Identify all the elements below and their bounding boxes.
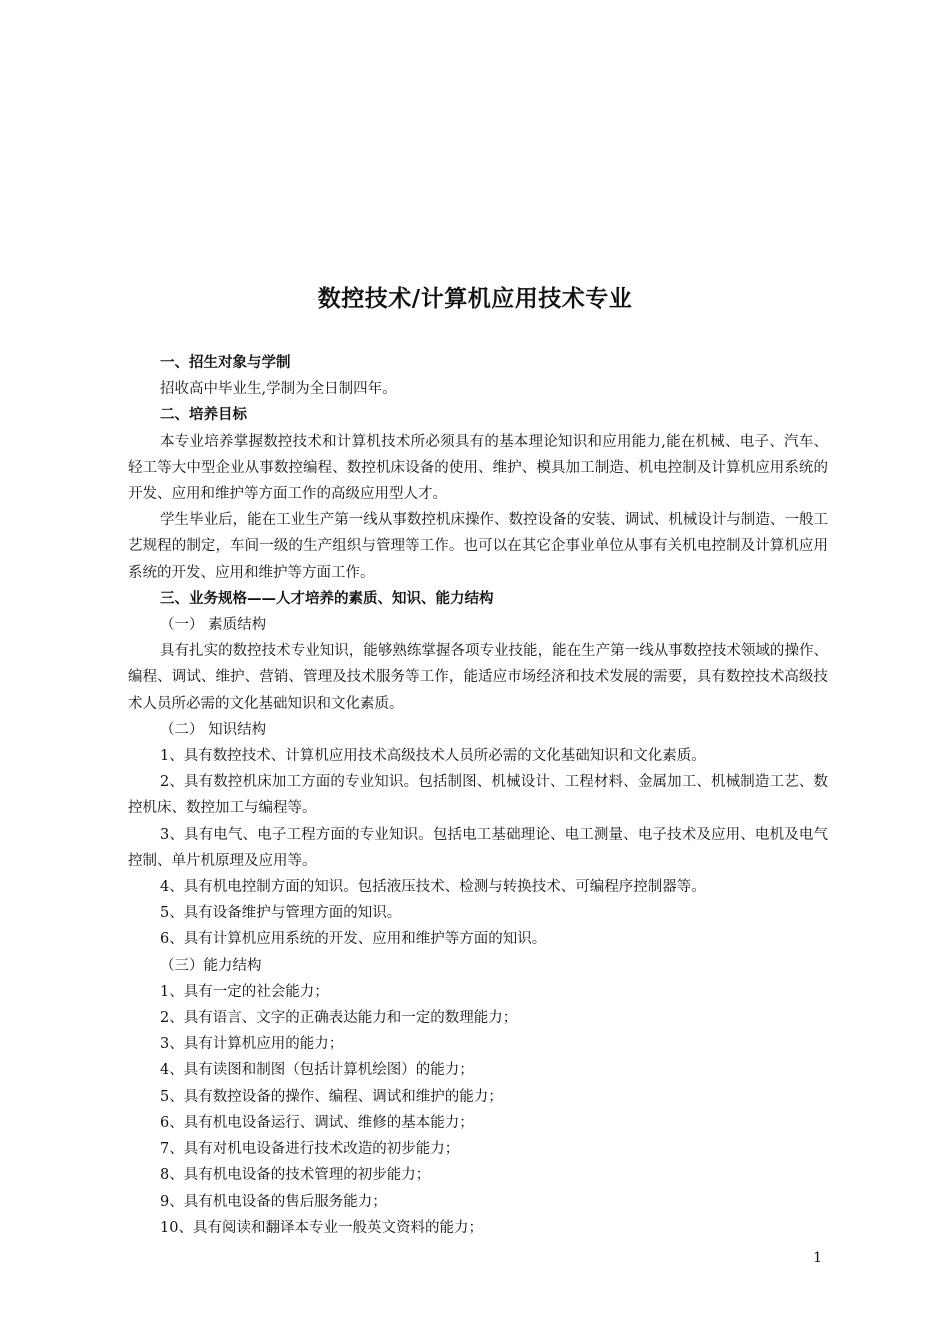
ability-item: 5、具有数控设备的操作、编程、调试和维护的能力； <box>160 1088 503 1105</box>
knowledge-item: 6、具有计算机应用系统的开发、应用和维护等方面的知识。 <box>160 931 547 948</box>
ability-item: 8、具有机电设备的技术管理的初步能力； <box>160 1167 431 1184</box>
goals-paragraph-2: 学生毕业后，能在工业生产第一线从事数控机床操作、数控设备的安装、调试、机械设计与制造、一般工艺规程的制定，车间一级的生产组织与管理等工作。也可以在其它企事业单位从事有关机电控制及计算机应用系统的开发、应用和维护等方面工作。 <box>128 512 828 581</box>
quality-heading: （一） 素质结构 <box>160 617 267 634</box>
quality-paragraph: 具有扎实的数控技术专业知识，能够熟练掌握各项专业技能，能在生产第一线从事数控技术领域的操作、编程、调试、维护、营销、管理及技术服务等工作，能适应市场经济和技术发展的需要，具有数控技术高级技术人员所必需的文化基础知识和文化素质。 <box>128 643 828 712</box>
enrollment-text: 招收高中毕业生,学制为全日制四年。 <box>160 381 397 398</box>
knowledge-item: 1、具有数控技术、计算机应用技术高级技术人员所必需的文化基础知识和文化素质。 <box>160 748 706 765</box>
knowledge-heading: （二） 知识结构 <box>160 721 267 738</box>
ability-item: 1、具有一定的社会能力； <box>160 983 329 1000</box>
knowledge-item: 3、具有电气、电子工程方面的专业知识。包括电工基础理论、电工测量、电子技术及应用、电机及电气控制、单片机原理及应用等。 <box>128 826 828 869</box>
goals-paragraph-1: 本专业培养掌握数控技术和计算机技术所必须具有的基本理论知识和应用能力,能在机械、电子、汽车、轻工等大中型企业从事数控编程、数控机床设备的使用、维护、模具加工制造、机电控制及计算机应用系统的开发、应用和维护等方面工作的高级应用型人才。 <box>128 433 828 503</box>
page-title: 数控技术/计算机应用技术专业 <box>317 286 633 312</box>
document-body <box>128 350 828 1241</box>
section-heading-goals: 二、培养目标 <box>160 407 247 424</box>
ability-item: 7、具有对机电设备进行技术改造的初步能力； <box>160 1141 460 1158</box>
ability-item: 3、具有计算机应用的能力； <box>160 1036 344 1053</box>
ability-item: 2、具有语言、文字的正确表达能力和一定的数理能力； <box>160 1010 518 1027</box>
knowledge-item: 4、具有机电控制方面的知识。包括液压技术、检测与转换技术、可编程序控制器等。 <box>160 879 706 896</box>
knowledge-item: 5、具有设备维护与管理方面的知识。 <box>160 905 402 922</box>
section-heading-specs: 三、业务规格——人才培养的素质、知识、能力结构 <box>160 590 494 607</box>
page-number: 1 <box>813 1250 822 1266</box>
ability-item: 6、具有机电设备运行、调试、维修的基本能力； <box>160 1114 474 1131</box>
knowledge-item: 2、具有数控机床加工方面的专业知识。包括制图、机械设计、工程材料、金属加工、机械制造工艺、数控机床、数控加工与编程等。 <box>128 774 828 817</box>
ability-heading: （三）能力结构 <box>160 957 262 974</box>
ability-item: 4、具有读图和制图（包括计算机绘图）的能力； <box>160 1062 474 1079</box>
section-heading-enrollment: 一、招生对象与学制 <box>160 355 291 371</box>
ability-item: 10、具有阅读和翻译本专业一般英文资料的能力； <box>160 1219 483 1236</box>
ability-item: 9、具有机电设备的售后服务能力； <box>160 1193 387 1210</box>
